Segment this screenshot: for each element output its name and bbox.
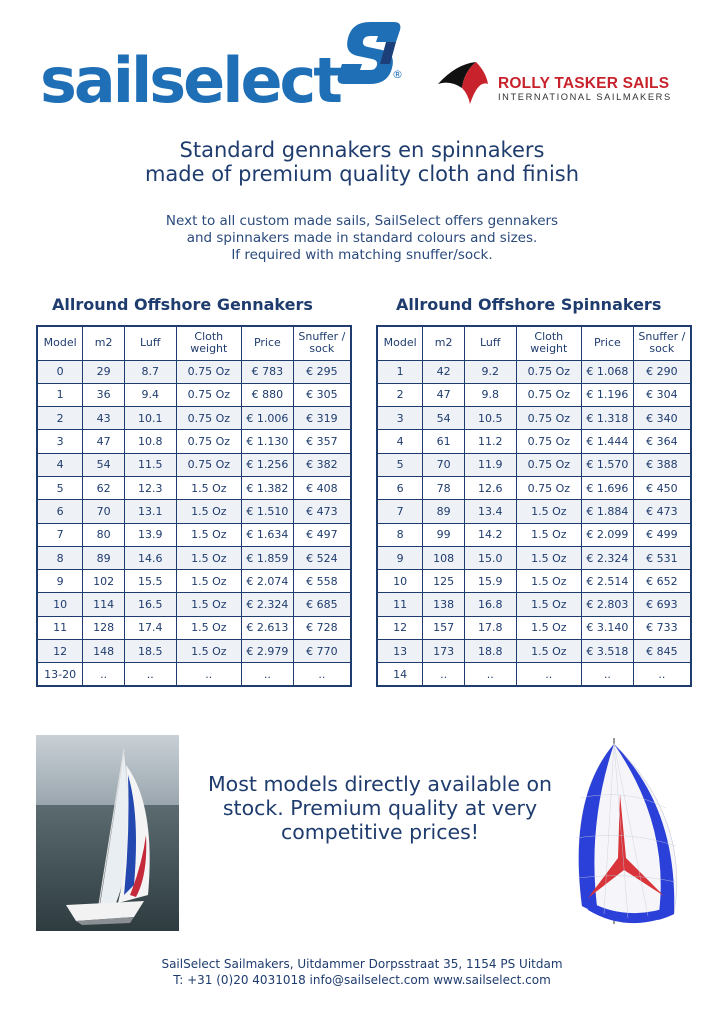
cell-model: 6 [37, 500, 83, 523]
column-header-cloth-weight [516, 326, 582, 360]
cell-cloth-weight: 0.75 Oz [516, 383, 582, 406]
weight-label: weight [530, 342, 568, 356]
cell-snuffer: € 693 [633, 593, 691, 616]
cell-m2: 128 [83, 616, 125, 639]
registered-mark: ® [392, 68, 403, 81]
cloth-label: Cloth [194, 330, 224, 344]
cell-luff: 13.1 [124, 500, 176, 523]
cell-model: 5 [377, 453, 423, 476]
cell-m2: 29 [83, 360, 125, 383]
cell-model: 10 [377, 570, 423, 593]
spinnakers-row [377, 593, 691, 616]
cell-m2: 148 [83, 640, 125, 663]
spinnaker-illustration-icon [568, 738, 688, 930]
cell-price: € 3.140 [582, 616, 634, 639]
gennakers-row [37, 476, 351, 499]
gennakers-table [36, 325, 352, 687]
cell-m2: 80 [83, 523, 125, 546]
cell-luff: 18.5 [124, 640, 176, 663]
cell-cloth-weight: 1.5 Oz [516, 570, 582, 593]
cell-price: € 1.510 [242, 500, 294, 523]
headline-line-2: made of premium quality cloth and finish [144, 162, 580, 186]
cell-snuffer: € 728 [293, 616, 351, 639]
gennakers-row [37, 500, 351, 523]
cell-snuffer: € 450 [633, 476, 691, 499]
cell-model: 4 [37, 453, 83, 476]
cell-luff: 11.2 [464, 430, 516, 453]
gennakers-row [37, 546, 351, 569]
gennakers-row [37, 570, 351, 593]
cell-model: 14 [377, 663, 423, 686]
cell-model: 7 [377, 500, 423, 523]
cell-cloth-weight: 0.75 Oz [516, 476, 582, 499]
spinnakers-row [377, 546, 691, 569]
cell-snuffer: € 305 [293, 383, 351, 406]
cell-cloth-weight: 0.75 Oz [176, 453, 242, 476]
snuffer-label: Snuffer / [638, 330, 686, 344]
cell-snuffer: € 319 [293, 407, 351, 430]
weight-label: weight [190, 342, 228, 356]
cell-m2: 70 [423, 453, 465, 476]
cell-price: € 1.884 [582, 500, 634, 523]
cell-price: € 2.324 [242, 593, 294, 616]
cell-luff: .. [124, 663, 176, 686]
cell-price: € 1.006 [242, 407, 294, 430]
cell-snuffer: € 733 [633, 616, 691, 639]
cloth-label: Cloth [534, 330, 564, 344]
cell-snuffer: € 845 [633, 640, 691, 663]
cell-m2: 89 [83, 546, 125, 569]
cell-cloth-weight: .. [516, 663, 582, 686]
sailboat-photo [36, 735, 179, 931]
cell-snuffer: € 685 [293, 593, 351, 616]
column-header-m2: m2 [83, 326, 125, 360]
cell-m2: 62 [83, 476, 125, 499]
rolly-tasker-logo [436, 58, 696, 108]
gennakers-row [37, 640, 351, 663]
cell-price: € 1.859 [242, 546, 294, 569]
cell-model: 2 [377, 383, 423, 406]
cell-cloth-weight: 1.5 Oz [176, 476, 242, 499]
gennakers-header-row [37, 326, 351, 360]
cell-snuffer: € 770 [293, 640, 351, 663]
cell-model: 0 [37, 360, 83, 383]
cell-model: 5 [37, 476, 83, 499]
cell-cloth-weight: 0.75 Oz [176, 360, 242, 383]
cell-price: .. [242, 663, 294, 686]
cell-snuffer: € 388 [633, 453, 691, 476]
column-header-model: Model [377, 326, 423, 360]
promo-line-3: competitive prices! [280, 820, 480, 844]
cell-m2: 54 [83, 453, 125, 476]
cell-luff: 9.2 [464, 360, 516, 383]
cell-luff: 9.8 [464, 383, 516, 406]
cell-luff: 15.9 [464, 570, 516, 593]
cell-model: 10 [37, 593, 83, 616]
promo-line-1: Most models directly available on [207, 772, 553, 796]
cell-price: € 1.318 [582, 407, 634, 430]
spinnakers-row [377, 616, 691, 639]
cell-model: 12 [37, 640, 83, 663]
cell-luff: 15.5 [124, 570, 176, 593]
cell-price: € 2.514 [582, 570, 634, 593]
cell-cloth-weight: 0.75 Oz [176, 383, 242, 406]
cell-price: € 1.068 [582, 360, 634, 383]
cell-price: € 1.570 [582, 453, 634, 476]
cell-model: 8 [37, 546, 83, 569]
main-headline [0, 138, 724, 186]
cell-m2: 42 [423, 360, 465, 383]
cell-m2: 43 [83, 407, 125, 430]
cell-luff: 8.7 [124, 360, 176, 383]
cell-cloth-weight: 1.5 Oz [176, 616, 242, 639]
cell-cloth-weight: 0.75 Oz [516, 407, 582, 430]
cell-cloth-weight: 0.75 Oz [516, 430, 582, 453]
cell-price: € 1.196 [582, 383, 634, 406]
cell-model: 1 [377, 360, 423, 383]
cell-snuffer: € 304 [633, 383, 691, 406]
rolly-tasker-subtitle: INTERNATIONAL SAILMAKERS [498, 92, 672, 102]
cell-snuffer: € 364 [633, 430, 691, 453]
cell-m2: 36 [83, 383, 125, 406]
column-header-snuffer [633, 326, 691, 360]
cell-luff: 10.1 [124, 407, 176, 430]
cell-model: 6 [377, 476, 423, 499]
spinnakers-row [377, 640, 691, 663]
spinnakers-row [377, 570, 691, 593]
cell-m2: 114 [83, 593, 125, 616]
cell-luff: 18.8 [464, 640, 516, 663]
cell-price: € 2.803 [582, 593, 634, 616]
cell-cloth-weight: 1.5 Oz [176, 500, 242, 523]
cell-m2: 157 [423, 616, 465, 639]
cell-luff: 10.8 [124, 430, 176, 453]
sock-label: sock [309, 342, 335, 356]
cell-m2: .. [423, 663, 465, 686]
column-header-price: Price [242, 326, 294, 360]
intro-text [0, 213, 724, 264]
gennakers-row [37, 360, 351, 383]
gennakers-row [37, 616, 351, 639]
cell-model: 9 [37, 570, 83, 593]
rolly-tasker-name: ROLLY TASKER SAILS [498, 75, 670, 92]
cell-cloth-weight: 1.5 Oz [516, 640, 582, 663]
cell-m2: 47 [423, 383, 465, 406]
spinnakers-table [376, 325, 692, 687]
cell-cloth-weight: 1.5 Oz [516, 546, 582, 569]
cell-model: 4 [377, 430, 423, 453]
cell-m2: 61 [423, 430, 465, 453]
gennakers-row [37, 430, 351, 453]
cell-m2: 108 [423, 546, 465, 569]
cell-price: € 2.979 [242, 640, 294, 663]
cell-luff: .. [464, 663, 516, 686]
cell-cloth-weight: 0.75 Oz [516, 453, 582, 476]
cell-model: 13-20 [37, 663, 83, 686]
gennakers-row [37, 383, 351, 406]
footer-address: SailSelect Sailmakers, Uitdammer Dorpsstraat 35, 1154 PS Uitdam [161, 957, 563, 971]
rolly-tasker-sail-icon [436, 58, 492, 106]
cell-cloth-weight: 0.75 Oz [176, 430, 242, 453]
cell-price: € 783 [242, 360, 294, 383]
cell-cloth-weight: 1.5 Oz [176, 570, 242, 593]
cell-cloth-weight: 1.5 Oz [516, 523, 582, 546]
cell-m2: 54 [423, 407, 465, 430]
cell-m2: 138 [423, 593, 465, 616]
gennakers-row [37, 523, 351, 546]
cell-price: € 1.634 [242, 523, 294, 546]
cell-cloth-weight: 1.5 Oz [176, 546, 242, 569]
gennakers-row [37, 453, 351, 476]
cell-m2: .. [83, 663, 125, 686]
gennakers-row [37, 593, 351, 616]
cell-luff: 12.3 [124, 476, 176, 499]
cell-snuffer: € 290 [633, 360, 691, 383]
cell-model: 9 [377, 546, 423, 569]
cell-snuffer: € 408 [293, 476, 351, 499]
cell-model: 1 [37, 383, 83, 406]
cell-luff: 13.4 [464, 500, 516, 523]
cell-cloth-weight: 1.5 Oz [516, 616, 582, 639]
spinnakers-header-row [377, 326, 691, 360]
spinnakers-row [377, 476, 691, 499]
cell-luff: 11.5 [124, 453, 176, 476]
spinnakers-row [377, 523, 691, 546]
cell-m2: 47 [83, 430, 125, 453]
cell-snuffer: € 524 [293, 546, 351, 569]
cell-price: .. [582, 663, 634, 686]
cell-luff: 16.8 [464, 593, 516, 616]
gennakers-row [37, 663, 351, 686]
cell-price: € 1.444 [582, 430, 634, 453]
cell-cloth-weight: .. [176, 663, 242, 686]
cell-price: € 1.130 [242, 430, 294, 453]
promo-line-2: stock. Premium quality at very [222, 796, 538, 820]
gennakers-title: Allround Offshore Gennakers [52, 295, 313, 314]
cell-snuffer: € 499 [633, 523, 691, 546]
spinnakers-row [377, 360, 691, 383]
cell-snuffer: € 340 [633, 407, 691, 430]
spinnakers-row [377, 453, 691, 476]
column-header-luff: Luff [464, 326, 516, 360]
sailselect-wordmark: sailselect [40, 44, 340, 117]
cell-model: 11 [377, 593, 423, 616]
cell-luff: 12.6 [464, 476, 516, 499]
cell-snuffer: € 652 [633, 570, 691, 593]
cell-model: 7 [37, 523, 83, 546]
cell-price: € 2.074 [242, 570, 294, 593]
spinnakers-row [377, 430, 691, 453]
cell-price: € 2.613 [242, 616, 294, 639]
cell-luff: 9.4 [124, 383, 176, 406]
cell-snuffer: € 558 [293, 570, 351, 593]
column-header-m2: m2 [423, 326, 465, 360]
cell-luff: 16.5 [124, 593, 176, 616]
cell-model: 13 [377, 640, 423, 663]
cell-price: € 1.382 [242, 476, 294, 499]
cell-m2: 89 [423, 500, 465, 523]
cell-snuffer: € 382 [293, 453, 351, 476]
cell-snuffer: .. [293, 663, 351, 686]
cell-luff: 10.5 [464, 407, 516, 430]
cell-luff: 17.4 [124, 616, 176, 639]
cell-snuffer: .. [633, 663, 691, 686]
spinnakers-row [377, 383, 691, 406]
sailselect-logo [40, 20, 410, 120]
cell-price: € 2.099 [582, 523, 634, 546]
sock-label: sock [649, 342, 675, 356]
footer-contact[interactable]: T: +31 (0)20 4031018 info@sailselect.com www.sailselect.com [173, 973, 551, 987]
cell-price: € 2.324 [582, 546, 634, 569]
cell-luff: 14.2 [464, 523, 516, 546]
cell-model: 2 [37, 407, 83, 430]
cell-m2: 125 [423, 570, 465, 593]
cell-model: 8 [377, 523, 423, 546]
cell-model: 11 [37, 616, 83, 639]
cell-cloth-weight: 1.5 Oz [176, 593, 242, 616]
cell-price: € 3.518 [582, 640, 634, 663]
cell-m2: 99 [423, 523, 465, 546]
cell-price: € 1.696 [582, 476, 634, 499]
headline-line-1: Standard gennakers en spinnakers [179, 138, 545, 162]
cell-cloth-weight: 1.5 Oz [176, 523, 242, 546]
cell-m2: 70 [83, 500, 125, 523]
cell-price: € 1.256 [242, 453, 294, 476]
spinnakers-row [377, 407, 691, 430]
intro-line-1: Next to all custom made sails, SailSelect offers gennakers [165, 213, 559, 229]
cell-luff: 11.9 [464, 453, 516, 476]
cell-snuffer: € 357 [293, 430, 351, 453]
cell-luff: 14.6 [124, 546, 176, 569]
cell-model: 12 [377, 616, 423, 639]
cell-luff: 13.9 [124, 523, 176, 546]
column-header-luff: Luff [124, 326, 176, 360]
promo-text [188, 772, 572, 844]
intro-line-3: If required with matching snuffer/sock. [231, 247, 493, 263]
column-header-cloth-weight [176, 326, 242, 360]
gennakers-row [37, 407, 351, 430]
spinnakers-row [377, 500, 691, 523]
cell-snuffer: € 531 [633, 546, 691, 569]
cell-cloth-weight: 0.75 Oz [176, 407, 242, 430]
cell-m2: 102 [83, 570, 125, 593]
cell-snuffer: € 473 [293, 500, 351, 523]
spinnakers-title: Allround Offshore Spinnakers [396, 295, 662, 314]
cell-luff: 17.8 [464, 616, 516, 639]
cell-model: 3 [37, 430, 83, 453]
cell-cloth-weight: 0.75 Oz [516, 360, 582, 383]
snuffer-label: Snuffer / [298, 330, 346, 344]
cell-snuffer: € 295 [293, 360, 351, 383]
intro-line-2: and spinnakers made in standard colours and sizes. [186, 230, 538, 246]
column-header-price: Price [582, 326, 634, 360]
cell-cloth-weight: 1.5 Oz [516, 593, 582, 616]
cell-cloth-weight: 1.5 Oz [176, 640, 242, 663]
cell-model: 3 [377, 407, 423, 430]
cell-m2: 173 [423, 640, 465, 663]
spinnakers-row [377, 663, 691, 686]
cell-cloth-weight: 1.5 Oz [516, 500, 582, 523]
cell-price: € 880 [242, 383, 294, 406]
cell-snuffer: € 473 [633, 500, 691, 523]
cell-m2: 78 [423, 476, 465, 499]
cell-snuffer: € 497 [293, 523, 351, 546]
column-header-model: Model [37, 326, 83, 360]
column-header-snuffer [293, 326, 351, 360]
cell-luff: 15.0 [464, 546, 516, 569]
